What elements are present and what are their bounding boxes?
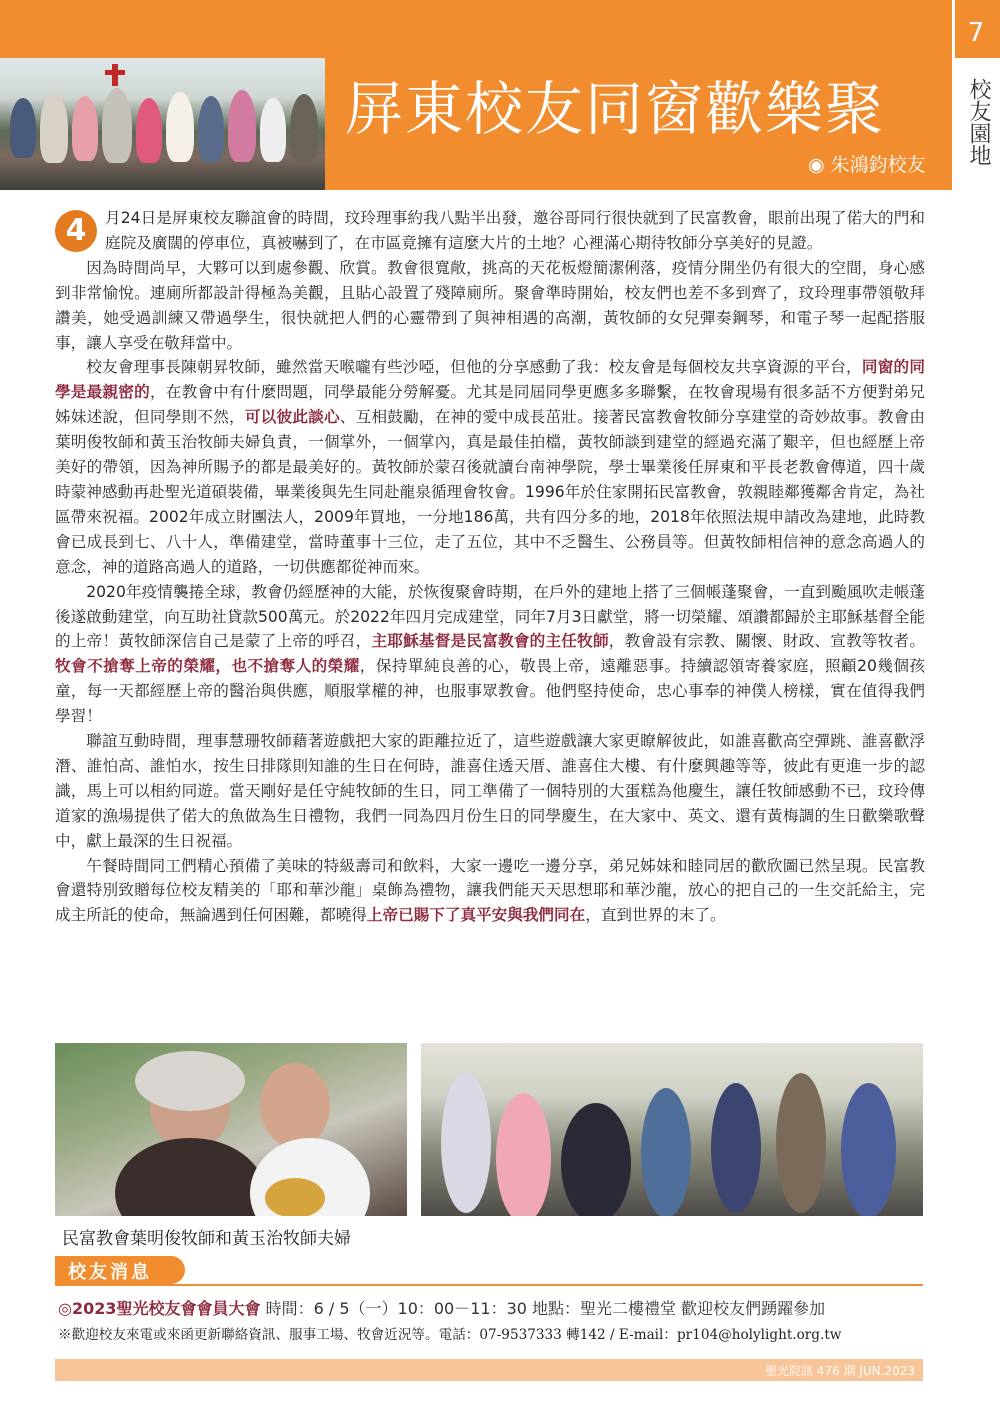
paragraph-1: 4 月24日是屏東校友聯誼會的時間，玟玲理事約我八點半出發，邀谷哥同行很快就到了民富教會，眼前出現了偌大的門和庭院及廣闊的停車位，真被嚇到了，在市區竟擁有這麼大片的土地？心裡滿心期待牧師分享美好的見證。 <box>55 206 925 256</box>
dropcap-badge: 4 <box>55 210 97 252</box>
paragraph-6: 午餐時間同工們精心預備了美味的特級壽司和飲料，大家一邊吃一邊分享，弟兄姊妹和睦同居的歡欣圖已然呈現。民富教會還特別致贈每位校友精美的「耶和華沙龍」桌飾為禮物，讓我們能天天思想耶和華沙龍，放心的把自己的一生交託給主，完成主所託的使命，無論遇到任何困難，都曉得上帝已賜下了真平安與我們同在，直到世界的末了。 <box>55 856 925 925</box>
highlight-text: 牧會不搶奪上帝的榮耀，也不搶奪人的榮耀 <box>55 657 360 676</box>
page-number: 7 <box>967 18 985 48</box>
highlight-text: 主耶穌基督是民富教會的主任牧師 <box>371 632 609 651</box>
news-divider <box>55 1284 923 1286</box>
section-label: 校友園地 <box>966 78 991 166</box>
author-byline: ◉ 朱鴻鈞校友 <box>808 154 926 176</box>
pastor-couple-photo <box>55 1043 407 1216</box>
news-item-contact: ※歡迎校友來電或來函更新聯絡資訊、服事工場、牧會近況等。電話：07-9537333 轉142 / E-mail：pr104@holylight.org.tw <box>58 1327 842 1343</box>
page-title: 屏東校友同窗歡樂聚 <box>345 75 886 143</box>
highlight-text: 可以彼此談心 <box>244 408 340 427</box>
gathering-photo <box>421 1043 923 1216</box>
photo-caption: 民富教會葉明俊牧師和黃玉治牧師夫婦 <box>62 1229 351 1249</box>
paragraph-3: 校友會理事長陳朝昇牧師，雖然當天喉嚨有些沙啞，但他的分享感動了我：校友會是每個校友共享資源的平台，同窗的同學是最親密的，在教會中有什麼問題，同學最能分勞解憂。尤其是同屆同學更應多多聯繫，在牧會現場有很多話不方便對弟兄姊妹述說，但同學則不然，可以彼此談心、互相鼓勵，在神的愛中成長茁壯。接著民富教會牧師分享建堂的奇妙故事。教會由葉明俊牧師和黃玉治牧師夫婦負責，一個掌外，一個掌內，真是最佳拍檔，黃牧師談到建堂的經過充滿了艱辛，但也經歷上帝美好的帶領，因為神所賜予的都是最美好的。黃牧師於蒙召後就讀台南神學院，學士畢業後任屏東和平長老教會傳道，四十歲時蒙神感動再赴聖光道碩裝備，畢業後與先生同赴龍泉循理會牧會。1996年於住家開拓民富教會，敦親睦鄰獲鄰舍肯定，為社區帶來祝福。2002年成立財團法人，2009年買地，一分地186萬，共有四分多的地，2018年依照法規申請改為建地，此時教會已成長到七、八十人，準備建堂，當時董事十三位，走了五位，其中不乏醫生、公務員等。但黃牧師相信神的意念高過人的意念，神的道路高過人的道路，一切供應都從神而來。 <box>55 358 925 576</box>
paragraph-5: 聯誼互動時間，理事慧珊牧師藉著遊戲把大家的距離拉近了，這些遊戲讓大家更瞭解彼此，如誰喜歡高空彈跳、誰喜歡浮潛、誰怕高、誰怕水，按生日排隊則知誰的生日在何時，誰喜住透天厝、誰喜住大樓、有什麼興趣等等，彼此有更進一步的認識，馬上可以相約同遊。當天剛好是任守純牧師的生日，同工準備了一個特別的大蛋糕為他慶生，讓任牧師感動不已，玟玲傳道家的漁場提供了偌大的魚做為生日禮物，我們一同為四月份生日的同學慶生，在大家中、英文、還有黃梅調的生日歡樂歌聲中，獻上最深的生日祝福。 <box>55 732 925 850</box>
article-body <box>55 206 925 928</box>
footer-issue: 聖光院訊 476 期 JUN.2023 <box>764 1364 915 1378</box>
news-item-assembly: ◎2023聖光校友會會員大會 時間：6 / 5（一）10：00－11：30 地點：聖光二樓禮堂 歡迎校友們踴躍參加 <box>58 1299 826 1318</box>
paragraph-2: 因為時間尚早，大夥可以到處參觀、欣賞。教會很寬敞，挑高的天花板燈簡潔俐落，疫情分開坐仍有很大的空間，身心感到非常愉悅。連廁所都設計得極為美觀，且貼心設置了殘障廁所。聚會準時開始，校友們也差不多到齊了，玟玲理事帶領敬拜讚美，她受過訓練又帶過學生，很快就把人們的心靈帶到了與神相遇的高潮，黃牧師的女兒彈奏鋼琴，和電子琴一起配搭服事，讓人享受在敬拜當中。 <box>55 258 925 352</box>
news-label: 校友消息 <box>68 1262 152 1283</box>
highlight-text: 上帝已賜下了真平安與我們同在 <box>366 906 586 925</box>
highlight-text: 同窗的同學是最親密的 <box>55 358 925 402</box>
paragraph-4: 2020年疫情襲捲全球，教會仍經歷神的大能，於恢復聚會時期，在戶外的建地上搭了三個帳蓬聚會，一直到颱風吹走帳蓬後遂啟動建堂，向互助社貸款500萬元。於2022年四月完成建堂，同年7月3日獻堂，將一切榮耀、頌讚都歸於主耶穌基督全能的上帝！黃牧師深信自己是蒙了上帝的呼召，主耶穌基督是民富教會的主任牧師，教會設有宗教、關懷、財政、宣教等牧者。牧會不搶奪上帝的榮耀，也不搶奪人的榮耀，保持單純良善的心，敬畏上帝，遠離惡事。持續認領寄養家庭，照顧20幾個孩童，每一天都經歷上帝的醫治與供應，順服掌權的神，也服事眾教會。他們堅持使命，忠心事奉的神僕人榜樣，實在值得我們學習！ <box>55 582 925 726</box>
group-photo <box>0 58 325 190</box>
